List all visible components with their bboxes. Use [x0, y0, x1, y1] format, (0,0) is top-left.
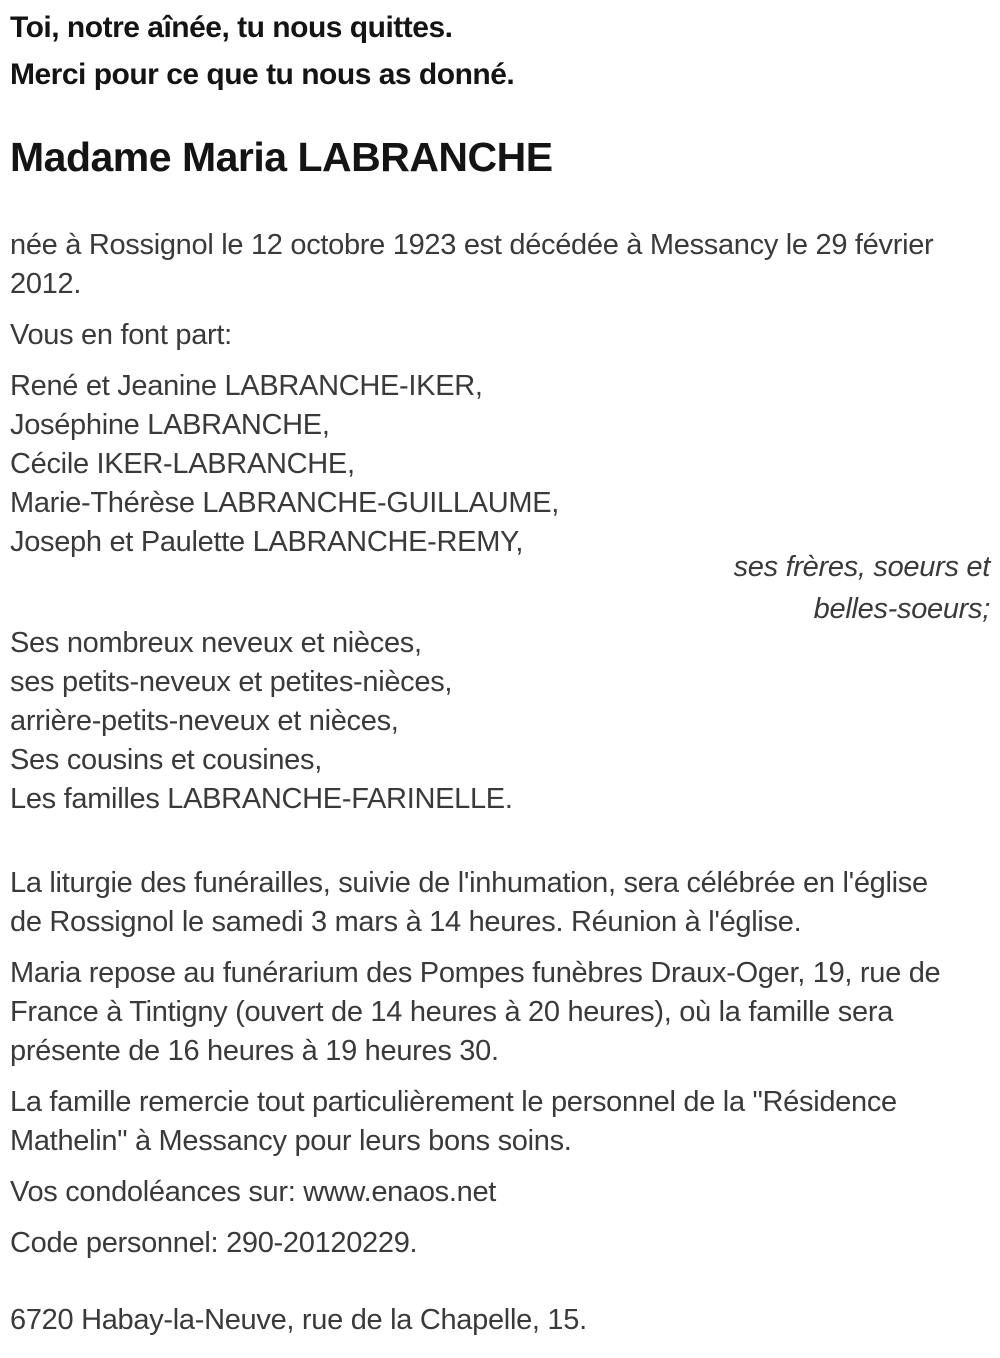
document-header	[10, 8, 990, 184]
relation-note-line: ses frères, soeurs et	[733, 551, 990, 583]
relative-line: ses petits-neveux et petites-nièces,	[10, 666, 453, 698]
liturgy-line: de Rossignol le samedi 3 mars à 14 heures. Réunion à l'église.	[10, 906, 802, 938]
relative-line: Les familles LABRANCHE-FARINELLE.	[10, 783, 513, 815]
liturgy-info	[10, 864, 990, 942]
repose-info	[10, 954, 990, 1071]
condolences-label: Vos condoléances sur:	[10, 1176, 296, 1208]
family-member: René et Jeanine LABRANCHE-IKER,	[10, 370, 483, 402]
thanks-note	[10, 1083, 990, 1161]
relative-line: arrière-petits-neveux et nièces,	[10, 705, 399, 737]
address-line: 6720 Habay-la-Neuve, rue de la Chapelle, 15.	[10, 1304, 587, 1336]
relative-line: Ses cousins et cousines,	[10, 744, 322, 776]
family-member: Joseph et Paulette LABRANCHE-REMY,	[10, 526, 524, 558]
motto-line-2: Merci pour ce que tu nous as donné.	[10, 58, 515, 91]
other-relatives-list	[10, 624, 990, 819]
thanks-line: La famille remercie tout particulièrement le personnel de la "Résidence	[10, 1086, 897, 1118]
thanks-line: Mathelin" à Messancy pour leurs bons soins.	[10, 1125, 572, 1157]
family-members-list	[10, 367, 990, 562]
life-dates-line: 2012.	[10, 268, 82, 300]
family-member: Joséphine LABRANCHE,	[10, 409, 330, 441]
website-url: www.enaos.net	[303, 1176, 497, 1208]
liturgy-line: La liturgie des funérailles, suivie de l'inhumation, sera célébrée en l'église	[10, 867, 928, 899]
relation-note-line: belles-soeurs;	[813, 593, 990, 625]
relative-line: Ses nombreux neveux et nièces,	[10, 627, 422, 659]
document-footer	[10, 1301, 990, 1340]
repose-line: France à Tintigny (ouvert de 14 heures à 20 heures), où la famille sera	[10, 996, 894, 1028]
repose-line: Maria repose au funérarium des Pompes funèbres Draux-Oger, 19, rue de	[10, 957, 941, 989]
repose-line: présente de 16 heures à 19 heures 30.	[10, 1035, 499, 1067]
life-dates-line: née à Rossignol le 12 octobre 1923 est décédée à Messancy le 29 février	[10, 229, 934, 261]
life-dates-paragraph	[10, 226, 990, 304]
motto-line-1: Toi, notre aînée, tu nous quittes.	[10, 11, 453, 44]
family-member: Marie-Thérèse LABRANCHE-GUILLAUME,	[10, 487, 559, 519]
announced-by-label: Vous en font part:	[10, 319, 232, 351]
deceased-name: Madame Maria LABRANCHE	[10, 134, 553, 180]
condolences-line	[10, 1173, 990, 1212]
announcement-body	[10, 226, 990, 1263]
personal-code: Code personnel: 290-20120229.	[10, 1227, 418, 1259]
family-member: Cécile IKER-LABRANCHE,	[10, 448, 355, 480]
